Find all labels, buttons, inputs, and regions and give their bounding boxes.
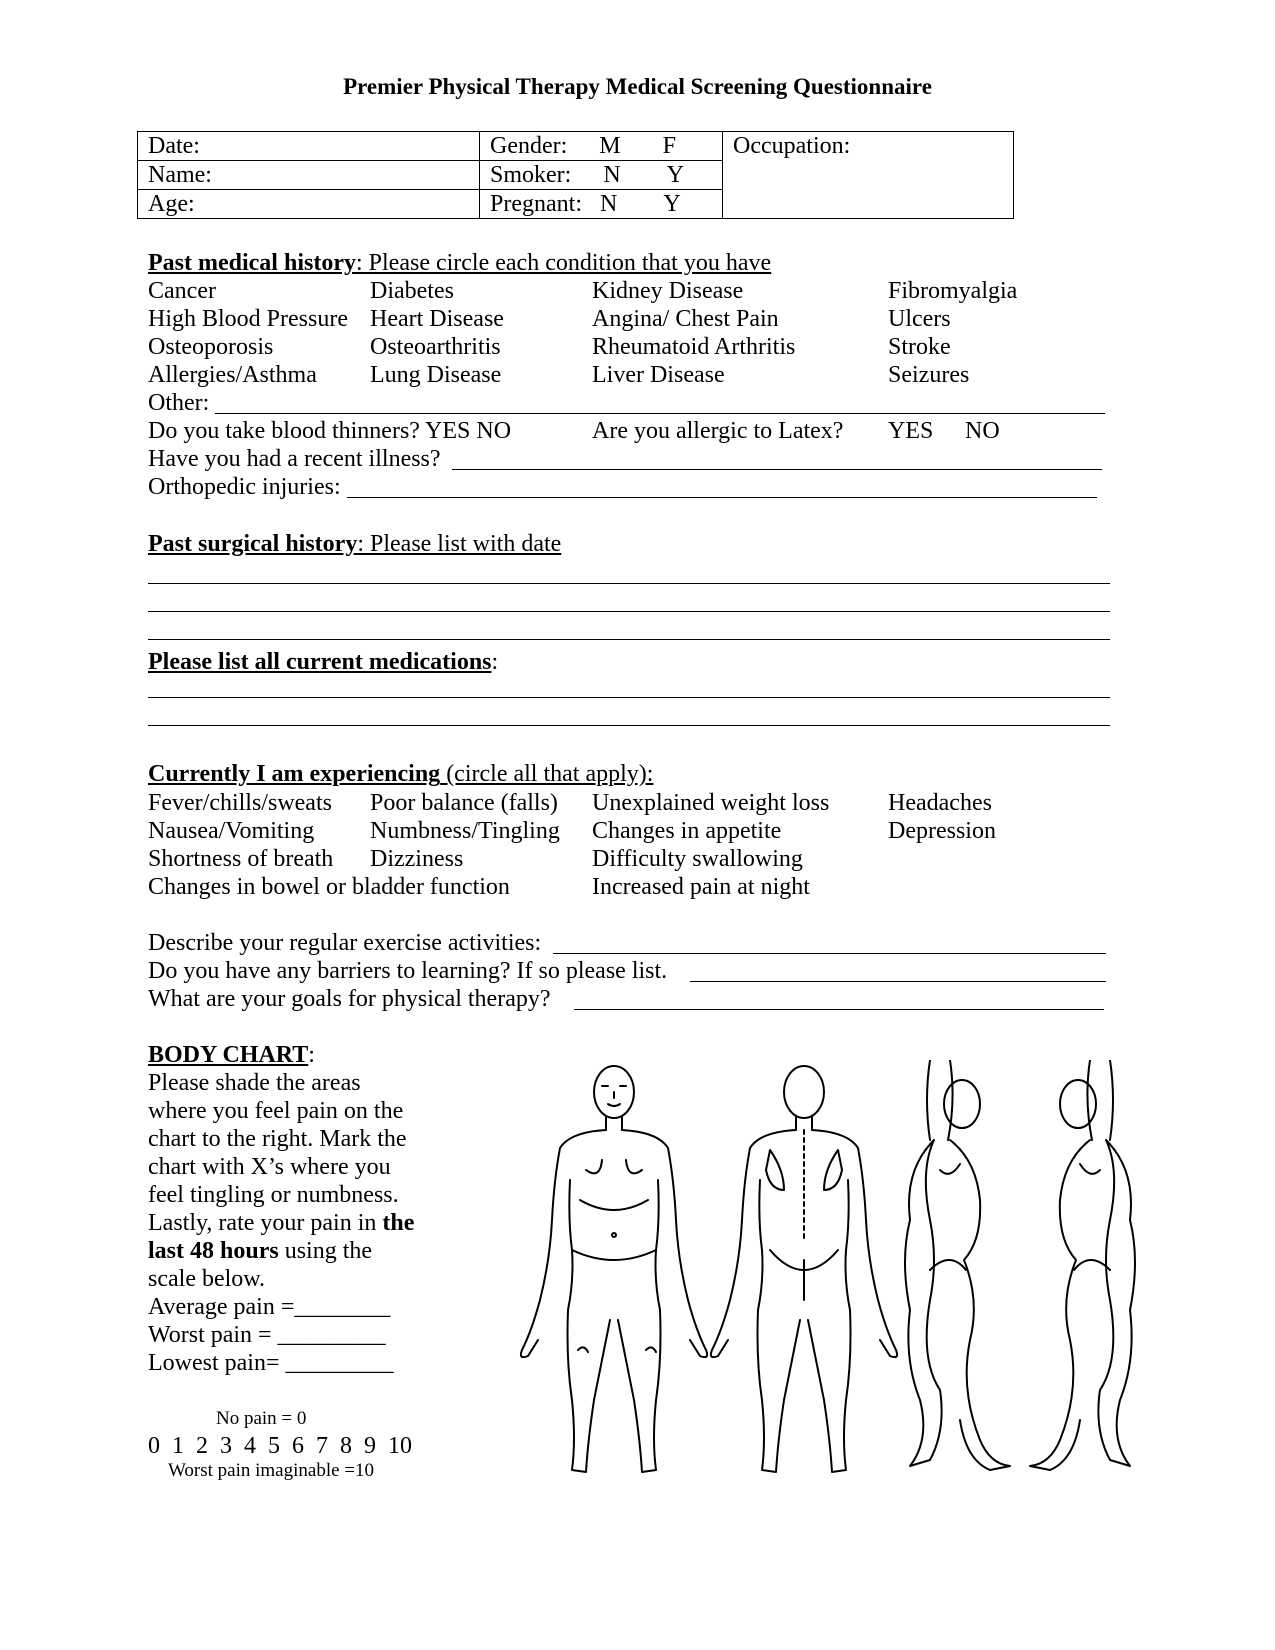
age-field[interactable]: Age: (138, 190, 480, 219)
symptom-item[interactable]: Difficulty swallowing (592, 846, 803, 872)
body-left-side-figure[interactable] (1030, 1060, 1135, 1470)
recent-illness-label: Have you had a recent illness? (148, 446, 441, 472)
symptom-item[interactable]: Fever/chills/sweats (148, 790, 332, 816)
symptom-item[interactable]: Increased pain at night (592, 874, 810, 900)
smoker-n-option[interactable]: N (603, 162, 621, 188)
condition-item[interactable]: Kidney Disease (592, 278, 744, 304)
past-surgical-instruction: : Please list with date (357, 531, 562, 557)
symptom-item[interactable]: Shortness of breath (148, 846, 334, 872)
past-medical-instruction: : Please circle each condition that you have (355, 250, 772, 276)
recent-illness-input-line[interactable] (452, 469, 1102, 470)
lowest-pain-field[interactable]: Lowest pain= _________ (148, 1350, 394, 1376)
symptom-item[interactable]: Dizziness (370, 846, 464, 872)
condition-item[interactable]: High Blood Pressure (148, 306, 348, 332)
past-medical-heading-row (148, 249, 771, 277)
body-back-figure[interactable] (711, 1066, 897, 1472)
surgical-input-line[interactable] (148, 583, 1110, 584)
symptom-item[interactable]: Poor balance (falls) (370, 790, 558, 816)
goals-label: What are your goals for physical therapy? (148, 986, 551, 1012)
medications-heading-row: Please list all current medications: (148, 649, 499, 675)
body-chart-figures[interactable] (510, 1060, 1170, 1490)
symptom-item[interactable]: Unexplained weight loss (592, 790, 830, 816)
currently-instruction: (circle all that apply): (440, 761, 654, 787)
symptom-column-4 (888, 789, 996, 845)
condition-item[interactable]: Angina/ Chest Pain (592, 306, 779, 332)
symptom-column-3 (592, 789, 829, 901)
pregnant-field[interactable]: Pregnant: N Y (480, 190, 723, 219)
condition-column-1 (148, 277, 348, 389)
pregnant-n-option[interactable]: N (599, 191, 618, 217)
latex-yes-option[interactable]: YES (888, 418, 934, 444)
symptom-column-2 (370, 789, 560, 873)
condition-item[interactable]: Ulcers (888, 306, 951, 332)
medications-heading: Please list all current medications (148, 649, 492, 675)
currently-heading-row (148, 760, 653, 788)
condition-item[interactable]: Rheumatoid Arthritis (592, 334, 796, 360)
body-front-figure[interactable] (521, 1066, 707, 1472)
worst-pain-field[interactable]: Worst pain = _________ (148, 1322, 386, 1348)
surgical-input-line[interactable] (148, 639, 1110, 640)
barriers-label: Do you have any barriers to learning? If so please list. (148, 958, 668, 984)
body-chart-heading-row: BODY CHART: (148, 1042, 315, 1068)
symptom-item[interactable]: Depression (888, 818, 996, 844)
condition-item[interactable]: Fibromyalgia (888, 278, 1018, 304)
past-surgical-heading: Past surgical history (148, 531, 358, 557)
condition-item[interactable]: Diabetes (370, 278, 454, 304)
symptom-item[interactable]: Nausea/Vomiting (148, 818, 315, 844)
date-field[interactable]: Date: (138, 132, 480, 161)
worst-pain-imaginable-label: Worst pain imaginable =10 (168, 1460, 375, 1481)
other-input-line[interactable] (215, 413, 1105, 414)
medications-input-line[interactable] (148, 697, 1110, 698)
gender-m-option[interactable]: M (599, 133, 621, 159)
average-pain-field[interactable]: Average pain =________ (148, 1294, 391, 1320)
surgical-input-line[interactable] (148, 611, 1110, 612)
page-title: Premier Physical Therapy Medical Screening Questionnaire (343, 74, 932, 99)
condition-column-4 (888, 277, 1017, 389)
body-chart-heading: BODY CHART (148, 1042, 309, 1068)
other-label: Other: (148, 390, 210, 416)
smoker-field[interactable]: Smoker: N Y (480, 161, 723, 190)
past-medical-heading: Past medical history (148, 250, 356, 276)
condition-column-3 (592, 277, 795, 389)
barriers-input-line[interactable] (690, 981, 1106, 982)
condition-item[interactable]: Seizures (888, 362, 970, 388)
smoker-y-option[interactable]: Y (666, 162, 685, 188)
orthopedic-input-line[interactable] (347, 497, 1097, 498)
symptom-item[interactable]: Headaches (888, 790, 992, 816)
past-surgical-heading-row (148, 530, 561, 558)
condition-item[interactable]: Heart Disease (370, 306, 504, 332)
symptom-item[interactable]: Numbness/Tingling (370, 818, 560, 844)
gender-field[interactable]: Gender: M F (480, 132, 723, 161)
condition-item[interactable]: Cancer (148, 278, 216, 304)
condition-column-2 (370, 277, 504, 389)
currently-heading: Currently I am experiencing (148, 761, 441, 787)
condition-item[interactable]: Liver Disease (592, 362, 725, 388)
exercise-input-line[interactable] (553, 953, 1106, 954)
symptom-item[interactable]: Changes in bowel or bladder function (148, 874, 510, 900)
condition-item[interactable]: Osteoarthritis (370, 334, 501, 360)
latex-no-option[interactable]: NO (965, 418, 1000, 444)
condition-item[interactable]: Osteoporosis (148, 334, 274, 360)
blood-thinners-question[interactable]: Do you take blood thinners? YES NO (148, 418, 512, 444)
medications-input-line[interactable] (148, 725, 1110, 726)
pregnant-y-option[interactable]: Y (663, 191, 681, 217)
orthopedic-label: Orthopedic injuries: (148, 474, 341, 500)
exercise-label: Describe your regular exercise activities: (148, 930, 542, 956)
condition-item[interactable]: Lung Disease (370, 362, 502, 388)
occupation-field[interactable]: Occupation: (723, 132, 1014, 219)
no-pain-label: No pain = 0 (216, 1408, 307, 1429)
body-right-side-figure[interactable] (905, 1060, 1010, 1470)
condition-item[interactable]: Allergies/Asthma (148, 362, 317, 388)
latex-question: Are you allergic to Latex? (592, 418, 844, 444)
patient-info-table (137, 131, 1014, 219)
symptom-item[interactable]: Changes in appetite (592, 818, 782, 844)
condition-item[interactable]: Stroke (888, 334, 951, 360)
goals-input-line[interactable] (574, 1009, 1104, 1010)
pain-scale[interactable]: 0 1 2 3 4 5 6 7 8 9 10 (148, 1433, 412, 1459)
name-field[interactable]: Name: (138, 161, 480, 190)
body-chart-instructions: Please shade the areas where you feel pain on the chart to the right. Mark the chart with X’s where you feel tingling or numbness. Lastly, rate your pain in the last 48 hours using the scale below. Average pain =________ Worst pain = _________ Lowest pain= _________ (148, 1070, 415, 1376)
gender-f-option[interactable]: F (662, 133, 676, 159)
